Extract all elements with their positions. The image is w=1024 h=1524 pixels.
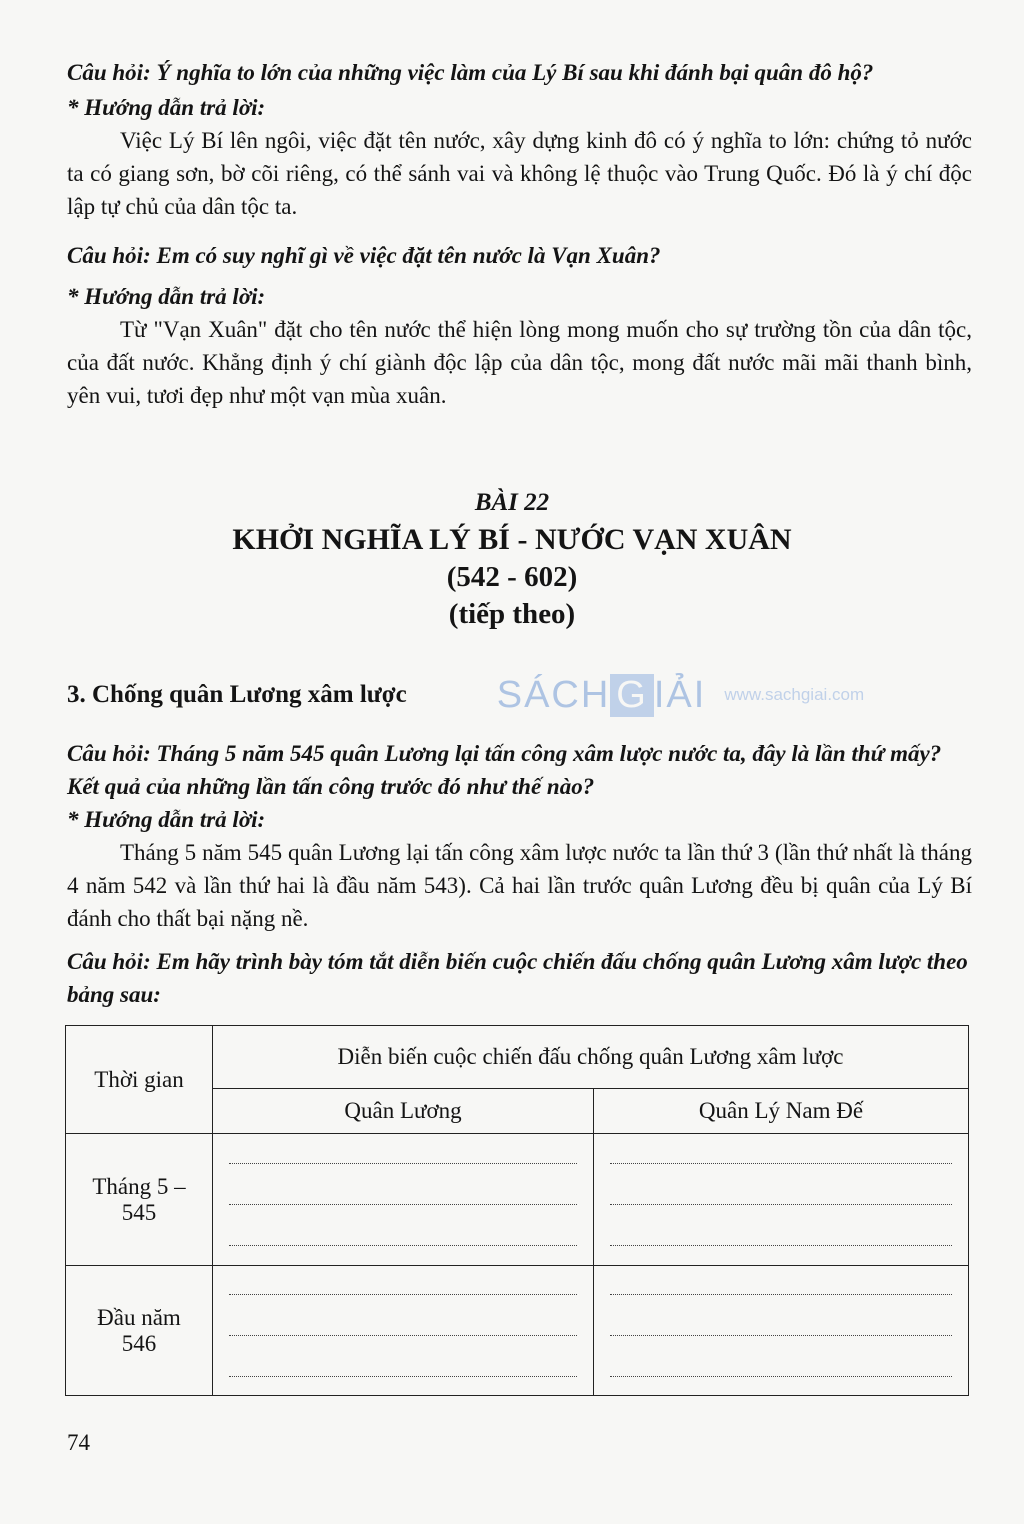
question: Câu hỏi: Tháng 5 năm 545 quân Lương lại tấn công xâm lược nước ta, đây là lần thứ mấy? Kết quả của những lần tấn công trước đó như thế nào? — [67, 741, 942, 799]
row-time: Tháng 5 – 545 — [66, 1134, 213, 1266]
page-content — [67, 56, 972, 1456]
header-time: Thời gian — [66, 1026, 213, 1134]
question: Câu hỏi: Ý nghĩa to lớn của những việc làm của Lý Bí sau khi đánh bại quân đô hộ? — [67, 60, 874, 85]
lesson-continued: (tiếp theo) — [448, 598, 576, 630]
answer-blank[interactable] — [213, 1266, 594, 1396]
lesson-number: BÀI 22 — [474, 489, 550, 516]
guide-label: * Hướng dẫn trả lời: — [67, 284, 266, 309]
row-time: Đầu năm 546 — [66, 1266, 213, 1396]
header-luong: Quân Lương — [213, 1089, 594, 1134]
lesson-years: (542 - 602) — [446, 561, 578, 593]
watermark-url: www.sachgiai.com — [724, 685, 865, 704]
answer: Từ "Vạn Xuân" đặt cho tên nước thể hiện lòng mong muốn cho sự trường tồn của dân tộc, của đất nước. Khẳng định ý chí giành độc lập của dân tộc, mong đất nước mãi mãi thanh bình, yên vui, tươi đẹp như một vạn mùa xuân. — [67, 317, 972, 408]
lesson-title: KHỞI NGHĨA LÝ BÍ - NƯỚC VẠN XUÂN — [232, 523, 792, 556]
guide-label: * Hướng dẫn trả lời: — [67, 95, 266, 120]
qa-2 — [67, 239, 972, 412]
answer-blank[interactable] — [594, 1266, 969, 1396]
question: Câu hỏi: Em có suy nghĩ gì về việc đặt tên nước là Vạn Xuân? — [67, 243, 661, 268]
qa-4 — [67, 945, 972, 1011]
guide-label: * Hướng dẫn trả lời: — [67, 807, 266, 832]
header-group: Diễn biến cuộc chiến đấu chống quân Lương xâm lược — [213, 1026, 969, 1089]
table-row — [66, 1266, 969, 1396]
answer-blank[interactable] — [594, 1134, 969, 1266]
qa-3 — [67, 737, 972, 935]
watermark-logo: SÁCH G IẢI — [496, 673, 707, 716]
qa-1 — [67, 56, 972, 223]
question: Câu hỏi: Em hãy trình bày tóm tắt diễn biến cuộc chiến đấu chống quân Lương xâm lược theo bảng sau: — [67, 949, 968, 1007]
answer-blank[interactable] — [213, 1134, 594, 1266]
section-row — [67, 673, 972, 717]
events-table — [65, 1025, 969, 1396]
page-number: 74 — [67, 1430, 90, 1455]
section-heading: 3. Chống quân Lương xâm lược — [67, 681, 407, 708]
answer: Tháng 5 năm 545 quân Lương lại tấn công xâm lược nước ta lần thứ 3 (lần thứ nhất là tháng 4 năm 542 và lần thứ hai là đầu năm 543). Cả hai lần trước quân Lương đều bị quân của Lý Bí đánh cho thất bại nặng nề. — [67, 840, 972, 931]
header-ly-nam-de: Quân Lý Nam Đế — [594, 1089, 969, 1134]
table-row — [66, 1134, 969, 1266]
answer: Việc Lý Bí lên ngôi, việc đặt tên nước, xây dựng kinh đô có ý nghĩa to lớn: chứng tỏ nước ta có giang sơn, bờ cõi riêng, có thể sánh vai và không lệ thuộc vào Trung Quốc. Đó là ý chí độc lập tự chủ của dân tộc ta. — [67, 128, 972, 219]
